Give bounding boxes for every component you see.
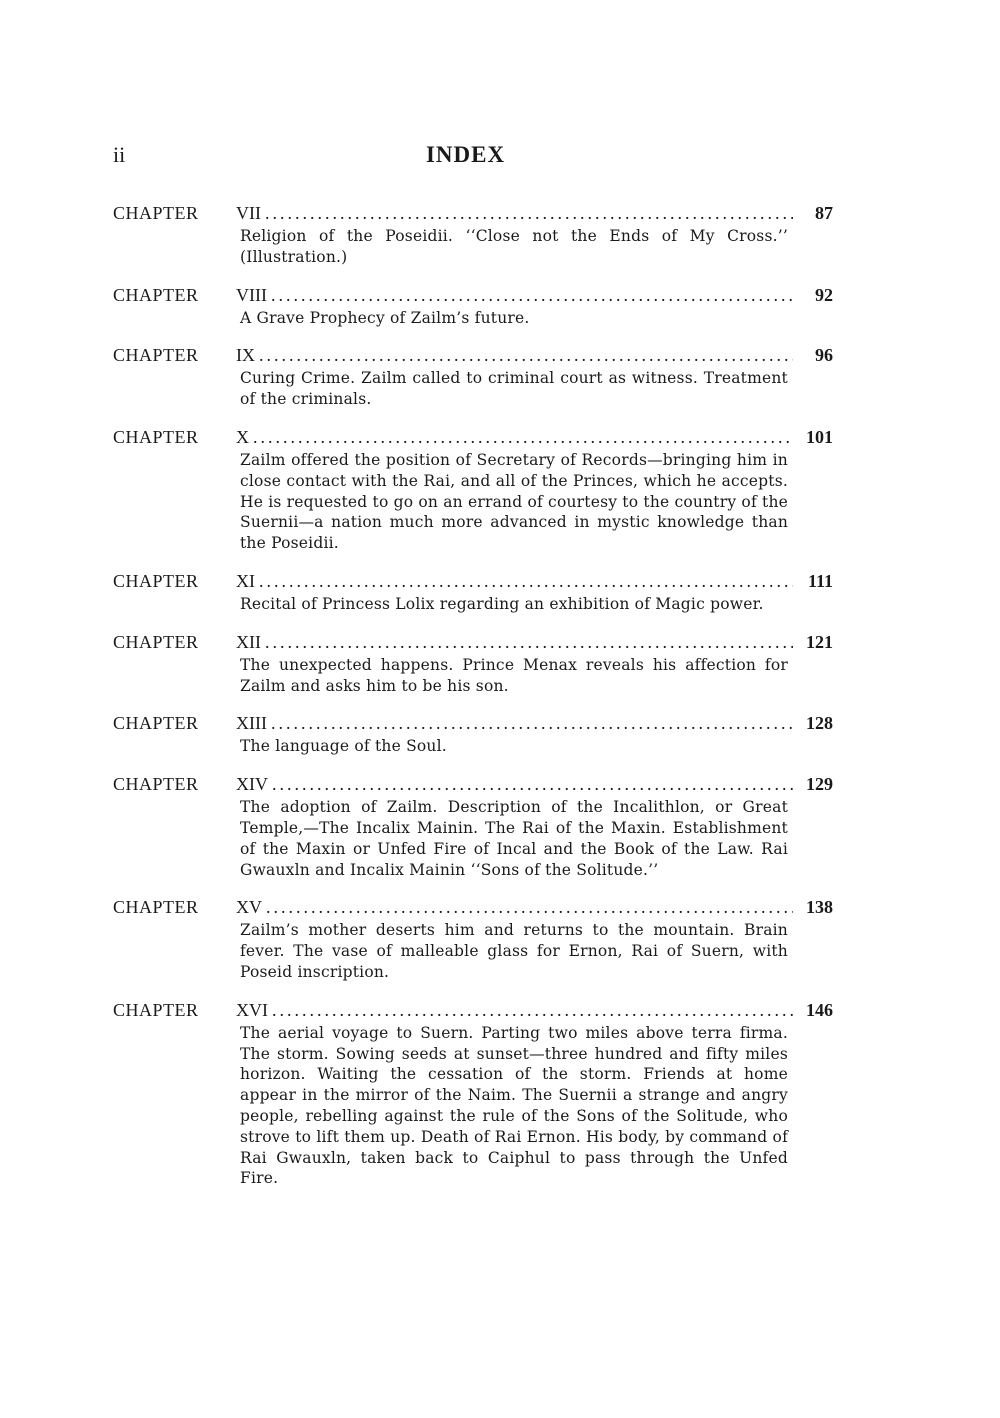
chapter-label: CHAPTER	[113, 426, 199, 447]
chapter-description: Recital of Princess Lolix regarding an exhibition of Magic power.	[240, 594, 764, 613]
entry-heading	[113, 282, 833, 308]
page-reference: 96	[815, 345, 833, 366]
page-reference: 87	[815, 203, 833, 223]
page-reference: 101	[806, 426, 833, 447]
chapter-number: XIII	[236, 713, 267, 734]
dot-leader	[272, 771, 793, 797]
page-reference: 121	[806, 631, 833, 652]
page-reference: 146	[806, 999, 833, 1020]
index-entry	[113, 997, 833, 1189]
entry-heading	[113, 424, 833, 450]
dot-leader	[253, 424, 793, 450]
chapter-label: CHAPTER	[113, 284, 199, 305]
page-reference: 128	[806, 713, 833, 734]
entry-heading	[113, 894, 833, 920]
chapter-description: The language of the Soul.	[240, 737, 447, 756]
chapter-label: CHAPTER	[113, 999, 199, 1020]
chapter-description: The unexpected happens. Prince Menax reveals his affection for Zailm and asks him to be his son.	[240, 655, 788, 695]
entry-heading	[113, 568, 833, 594]
entry-heading	[113, 342, 833, 368]
index-entry	[113, 342, 833, 410]
page-title: INDEX	[425, 142, 506, 167]
entry-heading	[113, 200, 833, 226]
chapter-label: CHAPTER	[113, 345, 199, 366]
index-entry	[113, 424, 833, 554]
chapter-number: XI	[236, 570, 255, 591]
chapter-description: The aerial voyage to Suern. Parting two miles above terra firma. The storm. Sowing seeds at sunset—three hundred and fifty miles horizon. Waiting the cessation of the storm. Friends at home appear in the mirror of the Naim. The Suernii a strange and angry people, rebelling against the rule of the Sons of the Solitude, who strove to lift them up. Death of Rai Ernon. His body, by command of Rai Gwauxln, taken back to Caiphul to pass through the Unfed Fire.	[240, 1023, 788, 1188]
index-entry	[113, 282, 833, 329]
index-entry	[113, 710, 833, 757]
chapter-description: Zailm’s mother deserts him and returns to the mountain. Brain fever. The vase of malleable glass for Ernon, Rai of Suern, with Poseid inscription.	[240, 921, 788, 981]
chapter-description: Curing Crime. Zailm called to criminal court as witness. Treatment of the criminals.	[240, 369, 788, 409]
entry-heading	[113, 771, 833, 797]
chapter-label: CHAPTER	[113, 713, 199, 734]
index-list	[113, 200, 833, 1203]
dot-leader	[271, 710, 793, 736]
index-entry	[113, 629, 833, 697]
chapter-number: IX	[236, 345, 255, 366]
index-entry	[113, 771, 833, 880]
page-reference: 138	[806, 897, 833, 918]
chapter-description: Zailm offered the position of Secretary of Records—bringing him in close contact with the Rai, and all of the Princes, which he accepts. He is requested to go on an errand of courtesy to the country of the Suernii—a nation much more advanced in mystic knowledge than the Poseidii.	[240, 450, 788, 553]
chapter-label: CHAPTER	[113, 570, 199, 591]
page-number: ii	[113, 142, 126, 167]
page-reference: 129	[806, 774, 833, 795]
page-reference: 111	[807, 570, 833, 591]
chapter-number: XV	[236, 897, 262, 918]
dot-leader	[265, 629, 793, 655]
index-entry	[113, 200, 833, 268]
index-entry	[113, 894, 833, 982]
chapter-number: XIV	[236, 774, 268, 795]
chapter-label: CHAPTER	[113, 631, 199, 652]
chapter-number: XVI	[236, 999, 268, 1020]
dot-leader	[272, 997, 793, 1023]
entry-heading	[113, 710, 833, 736]
chapter-description: Religion of the Poseidii. ‘‘Close not the Ends of My Cross.’’ (Illustration.)	[240, 227, 788, 266]
dot-leader	[266, 894, 793, 920]
chapter-label: CHAPTER	[113, 897, 199, 918]
page-reference: 92	[815, 284, 833, 305]
chapter-number: VIII	[236, 284, 267, 305]
dot-leader	[259, 342, 793, 368]
dot-leader	[265, 200, 793, 226]
chapter-description: The adoption of Zailm. Description of the Incalithlon, or Great Temple,—The Incalix Mainin. The Rai of the Maxin. Establishment of the Maxin or Unfed Fire of Incal and the Book of the Law. Rai Gwauxln and Incalix Mainin ‘‘Sons of the Solitude.’’	[240, 798, 788, 879]
page-header	[113, 142, 818, 182]
chapter-label: CHAPTER	[113, 203, 199, 223]
chapter-number: XII	[236, 631, 261, 652]
dot-leader	[271, 282, 793, 308]
entry-heading	[113, 997, 833, 1023]
dot-leader	[259, 568, 793, 594]
chapter-description: A Grave Prophecy of Zailm’s future.	[240, 308, 530, 327]
entry-heading	[113, 629, 833, 655]
chapter-number: VII	[236, 203, 261, 223]
chapter-number: X	[236, 426, 249, 447]
chapter-label: CHAPTER	[113, 774, 199, 795]
index-entry	[113, 568, 833, 615]
